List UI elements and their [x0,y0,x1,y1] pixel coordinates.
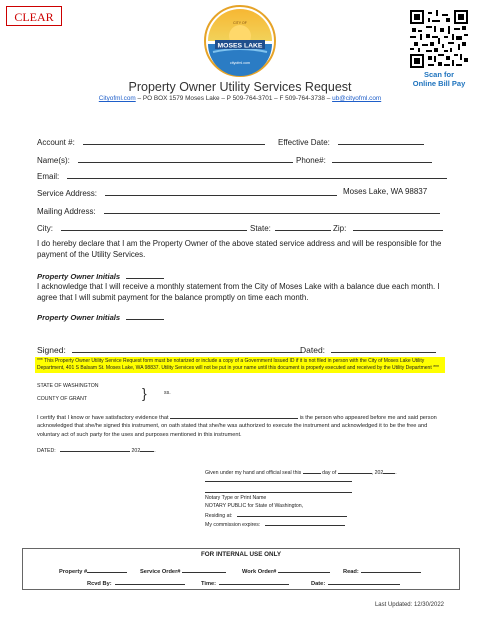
given-month-input[interactable] [338,468,372,474]
names-field: Name(s): [37,154,293,165]
city-field: City: [37,222,247,233]
city-logo [203,4,277,78]
ss-label: ss. [164,390,171,396]
service-address-field: Service Address: [37,187,337,198]
read-field: Read: [343,567,421,575]
given-day-input[interactable] [303,468,321,474]
state-field: State: [250,222,331,233]
svg-text:CITY OF: CITY OF [233,21,247,25]
service-order-input[interactable] [182,567,226,573]
signed-field: Signed: [37,344,302,355]
residing-input[interactable] [237,511,347,517]
account-input[interactable] [83,136,265,145]
date-field: Date: [311,579,400,587]
rcvd-by-input[interactable] [115,579,185,585]
initials-1-input[interactable] [126,270,164,279]
zip-field: Zip: [333,222,443,233]
declaration-text: I do hereby declare that I am the Property Owner of the above stated service address and will be responsible for the payment of the Utility Services. [37,239,442,259]
commission-field: My commission expires: [205,520,345,528]
date-input[interactable] [328,579,400,585]
rcvd-by-field: Rcvd By: [87,579,185,587]
phone-input[interactable] [332,154,432,163]
signature-input[interactable] [72,344,302,353]
city-input[interactable] [61,222,247,231]
acknowledge-text: I acknowledge that I will receive a monthly statement from the City of Moses Lake with a balance due each month. I agree that I will submit payment for the balance promptly on time each month. [37,282,440,302]
read-input[interactable] [361,567,421,573]
service-address-input[interactable] [105,187,337,196]
time-input[interactable] [219,579,289,585]
county-of: COUNTY OF GRANT [37,396,88,402]
notary-name-line[interactable] [205,492,352,493]
svg-text:cityofml.com: cityofml.com [230,61,250,65]
given-year-input[interactable] [383,468,395,474]
state-input[interactable] [275,222,331,231]
notarize-notice: *** This Property Owner Utility Service Request form must be notarized or include a copy of a Government Issued ID if it is not filed in person with the City of Moses Lake Utility Department, 401 S Balsam St. Moses Lake, WA 98837. Utility Services will not be put in your name until this document is properly executed and received by the Utility Department *** [35,357,445,373]
email-field: Email: [37,170,447,181]
clear-button[interactable]: CLEAR [6,6,62,26]
last-updated: Last Updated: 12/30/2022 [374,602,444,608]
property-field: Property # [59,567,127,575]
dated-line-input[interactable] [60,446,130,452]
effective-date-field: Effective Date: [278,136,424,147]
state-of: STATE OF WASHINGTON [37,383,99,389]
service-city: Moses Lake, WA 98837 [343,187,428,196]
internal-heading: FOR INTERNAL USE ONLY [200,551,282,558]
initials-2-input[interactable] [126,311,164,320]
notary-name-label: Notary Type or Print Name [205,495,267,501]
dated-field: Dated: [300,344,436,355]
property-input[interactable] [87,567,127,573]
logo-name: MOSES LAKE [217,42,263,50]
initials-1: Property Owner Initials [37,270,164,281]
residing-field: Residing at: [205,511,347,519]
mailing-address-field: Mailing Address: [37,205,440,216]
service-order-field: Service Order# [140,567,226,575]
page-title: Property Owner Utility Services Request [128,80,352,94]
brace: } [142,385,147,401]
email-link[interactable]: ub@cityofml.com [332,95,382,102]
scan-caption: Scan for Online Bill Pay [412,70,466,88]
work-order-input[interactable] [278,567,330,573]
phone-field: Phone#: [296,154,432,165]
time-field: Time: [201,579,289,587]
qr-code[interactable] [410,10,468,68]
certify-name-input[interactable] [170,413,298,419]
work-order-field: Work Order# [242,567,330,575]
notary-signature-line[interactable] [205,481,352,482]
names-input[interactable] [78,154,293,163]
website-link[interactable]: Cityofml.com [98,95,136,102]
contact-line: Cityofml.com – PO BOX 1579 Moses Lake – P 509-764-3701 – F 509-764-3738 – ub@cityofml.com [98,95,382,102]
mailing-address-input[interactable] [104,205,440,214]
dated-line: DATED: 202 . [37,448,156,454]
dated-year-input[interactable] [140,446,154,452]
given-line: Given under my hand and official seal this day of , 202 . [205,470,397,476]
commission-input[interactable] [265,520,345,526]
email-input[interactable] [67,170,447,179]
internal-use-box [22,548,460,590]
certify-text: I certify that I know or have satisfactory evidence that is the person who appeared before me and said person acknowledged that she/he signed this instrument, on oath stated that she/he was authorized to execute the instrument and acknowledged it to be the free and voluntary act of such party for the uses and purposes mentioned in this instrument. [37,415,437,438]
initials-2: Property Owner Initials [37,311,164,322]
dated-input[interactable] [331,344,436,353]
notary-public-label: NOTARY PUBLIC for State of Washington, [205,503,304,509]
effective-date-input[interactable] [338,136,424,145]
account-field: Account #: [37,136,265,147]
zip-input[interactable] [353,222,443,231]
